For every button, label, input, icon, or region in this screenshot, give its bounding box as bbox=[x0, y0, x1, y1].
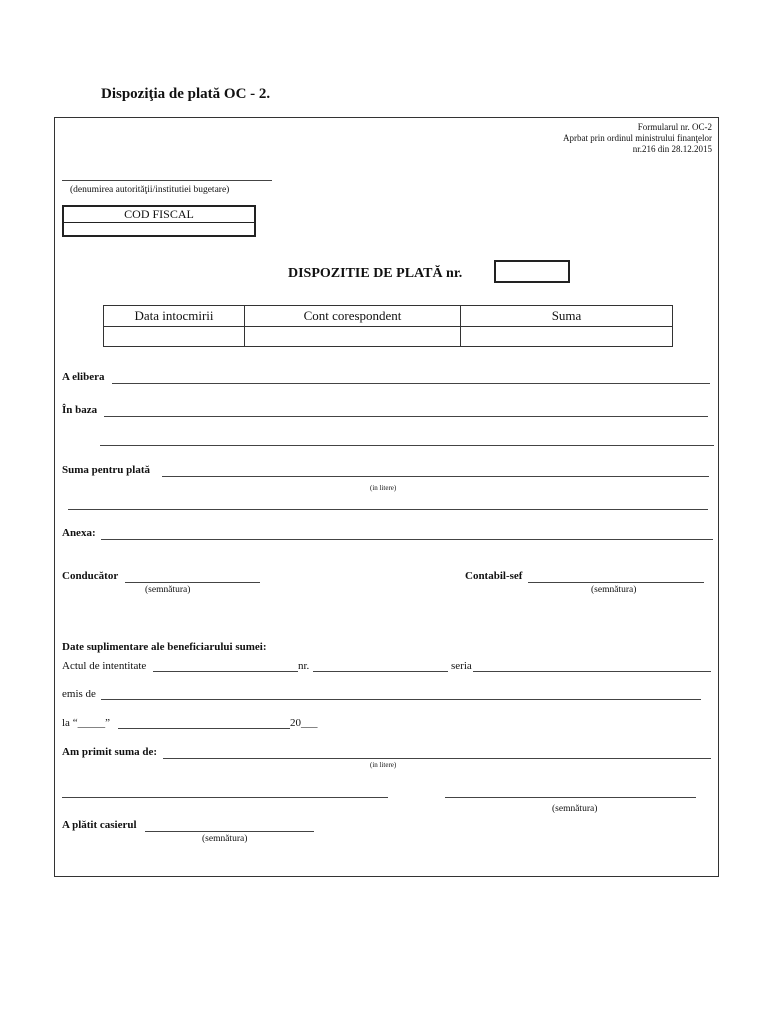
anexa-line[interactable] bbox=[101, 539, 713, 540]
header-cont-corespondent: Cont corespondent bbox=[245, 306, 461, 327]
approval-line-3: nr.216 din 28.12.2015 bbox=[632, 144, 712, 154]
cod-fiscal-label: COD FISCAL bbox=[64, 207, 254, 223]
nr-line[interactable] bbox=[313, 671, 448, 672]
emis-de-label: emis de bbox=[62, 688, 96, 700]
a-platit-casierul-label: A plătit casierul bbox=[62, 819, 137, 831]
authority-name-line[interactable] bbox=[62, 180, 272, 181]
cell-suma[interactable] bbox=[461, 327, 673, 347]
casier-signature-line[interactable] bbox=[145, 831, 314, 832]
conducator-label: Conducător bbox=[62, 570, 119, 582]
main-title: DISPOZITIE DE PLATĂ nr. bbox=[288, 266, 463, 281]
conducator-signature-line[interactable] bbox=[125, 582, 260, 583]
header-data-intocmirii: Data intocmirii bbox=[104, 306, 245, 327]
suma-pentru-plata-line[interactable] bbox=[162, 476, 709, 477]
approval-note bbox=[492, 122, 712, 155]
table-row bbox=[104, 327, 673, 347]
date-suplimentare-heading: Date suplimentare ale beneficiarului sumei: bbox=[62, 641, 267, 653]
nr-label: nr. bbox=[298, 660, 310, 672]
approval-line-1: Formularul nr. OC-2 bbox=[637, 122, 712, 132]
page-title: Dispoziţia de plată OC - 2. bbox=[101, 86, 271, 102]
receipt-signature-line[interactable] bbox=[445, 797, 696, 798]
info-table bbox=[103, 305, 673, 347]
contabil-sef-label: Contabil-sef bbox=[465, 570, 523, 582]
receipt-signature-caption: (semnătura) bbox=[552, 804, 598, 814]
am-primit-label: Am primit suma de: bbox=[62, 746, 158, 758]
table-header-row bbox=[104, 306, 673, 327]
header-suma: Suma bbox=[461, 306, 673, 327]
anexa-label: Anexa: bbox=[62, 527, 96, 539]
order-number-field[interactable] bbox=[494, 260, 570, 283]
suma-pentru-plata-line-2[interactable] bbox=[68, 509, 708, 510]
seria-label: seria bbox=[451, 660, 472, 672]
cod-fiscal-field[interactable] bbox=[64, 223, 254, 235]
cod-fiscal-box bbox=[62, 205, 256, 237]
actul-label: Actul de intentitate bbox=[62, 660, 147, 672]
authority-caption: (denumirea autorităţii/institutiei bugetare) bbox=[70, 185, 230, 195]
a-elibera-line[interactable] bbox=[112, 383, 710, 384]
year-label: 20___ bbox=[290, 717, 318, 729]
in-baza-line[interactable] bbox=[104, 416, 708, 417]
actul-line[interactable] bbox=[153, 671, 298, 672]
conducator-signature-caption: (semnătura) bbox=[145, 585, 191, 595]
am-primit-line[interactable] bbox=[163, 758, 711, 759]
in-baza-label: În baza bbox=[62, 404, 98, 416]
emis-de-line[interactable] bbox=[101, 699, 701, 700]
a-elibera-label: A elibera bbox=[62, 371, 105, 383]
seria-line[interactable] bbox=[473, 671, 711, 672]
cell-data-intocmirii[interactable] bbox=[104, 327, 245, 347]
receipt-sum-line[interactable] bbox=[62, 797, 388, 798]
la-date-line[interactable] bbox=[118, 728, 290, 729]
in-litere-caption-1: (in litere) bbox=[370, 484, 397, 492]
casier-signature-caption: (semnătura) bbox=[202, 834, 248, 844]
suma-pentru-plata-label: Suma pentru plată bbox=[62, 464, 151, 476]
la-date-label: la “_____” bbox=[62, 717, 110, 729]
in-litere-caption-2: (in litere) bbox=[370, 761, 397, 769]
contabil-sef-signature-caption: (semnătura) bbox=[591, 585, 637, 595]
in-baza-line-2[interactable] bbox=[100, 445, 714, 446]
approval-line-2: Aprbat prin ordinul ministrului finanţelor bbox=[563, 133, 712, 143]
payment-order-form bbox=[54, 117, 719, 877]
cell-cont-corespondent[interactable] bbox=[245, 327, 461, 347]
contabil-sef-signature-line[interactable] bbox=[528, 582, 704, 583]
